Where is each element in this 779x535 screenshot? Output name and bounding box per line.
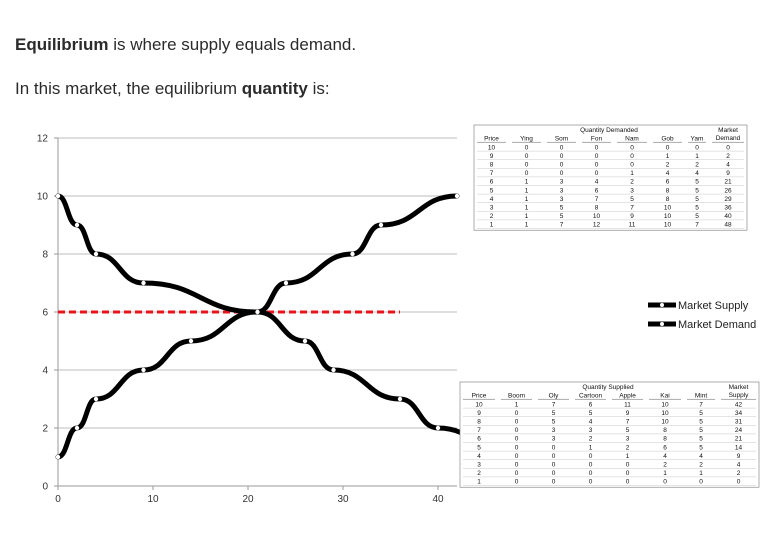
supply-cell-9-4: 0 bbox=[625, 478, 630, 486]
demand-cell-5-0: 5 bbox=[489, 187, 494, 195]
x-tick-label-30: 30 bbox=[337, 494, 349, 505]
x-tick-label-40: 40 bbox=[432, 494, 444, 505]
legend bbox=[648, 300, 756, 331]
supply-cell-4-7: 21 bbox=[734, 435, 743, 443]
supply-cell-6-3: 0 bbox=[588, 452, 593, 460]
demand-cell-8-0: 2 bbox=[489, 213, 494, 221]
demand-cell-3-0: 7 bbox=[489, 170, 494, 178]
demand-cell-0-5: 0 bbox=[665, 144, 670, 152]
demand-cell-3-2: 0 bbox=[559, 170, 564, 178]
y-tick-label-0: 0 bbox=[42, 481, 48, 493]
demand-cell-1-4: 0 bbox=[630, 152, 634, 160]
supply-cell-3-1: 0 bbox=[514, 427, 519, 435]
demand-cell-9-7: 48 bbox=[724, 221, 732, 229]
demand-cell-4-0: 6 bbox=[489, 178, 494, 186]
demand-cell-0-2: 0 bbox=[559, 144, 564, 152]
demand-cell-9-1: 1 bbox=[524, 221, 529, 229]
supply-header-7: Market Supply bbox=[728, 384, 749, 399]
supply-cell-4-2: 3 bbox=[551, 435, 556, 443]
supply-cell-1-6: 5 bbox=[699, 409, 703, 417]
demand-cell-9-0: 1 bbox=[489, 221, 494, 229]
demand-cell-4-1: 1 bbox=[524, 178, 529, 186]
demand-header-1: Ying bbox=[520, 135, 533, 143]
demand-header-2: Som bbox=[554, 135, 569, 143]
supply-header-4: Apple bbox=[619, 392, 636, 400]
demand-cell-7-0: 3 bbox=[489, 204, 494, 212]
supply-cell-3-0: 7 bbox=[477, 427, 481, 435]
supply-cell-7-6: 2 bbox=[699, 461, 703, 469]
demand-cell-0-1: 0 bbox=[524, 144, 529, 152]
demand-cell-4-5: 6 bbox=[665, 178, 670, 186]
demand-cell-9-4: 11 bbox=[628, 221, 636, 229]
demand-cell-8-5: 10 bbox=[663, 213, 672, 221]
supply-cell-3-6: 5 bbox=[699, 427, 703, 435]
demand-cell-9-3: 12 bbox=[592, 221, 601, 229]
y-tick-label-8: 8 bbox=[42, 249, 48, 261]
supply-table-frame bbox=[460, 382, 759, 487]
supply-cell-9-5: 0 bbox=[663, 478, 667, 486]
market-supply-point-1 bbox=[75, 426, 79, 430]
demand-cell-5-3: 6 bbox=[594, 187, 599, 195]
demand-cell-2-6: 2 bbox=[695, 161, 699, 169]
supply-cell-2-4: 7 bbox=[625, 418, 630, 426]
demand-cell-0-4: 0 bbox=[630, 144, 634, 152]
curves bbox=[56, 194, 516, 459]
demand-cell-9-6: 7 bbox=[695, 221, 699, 229]
demand-cell-4-2: 3 bbox=[559, 178, 564, 186]
supply-header-2: Oly bbox=[548, 392, 559, 400]
supply-cell-5-2: 0 bbox=[551, 444, 556, 452]
market-demand-point-0 bbox=[56, 194, 60, 198]
demand-cell-0-0: 10 bbox=[487, 144, 496, 152]
market-demand-point-7 bbox=[398, 397, 402, 401]
market-supply-point-3 bbox=[141, 368, 145, 372]
market-supply-legend-label: Market Supply bbox=[678, 300, 749, 312]
supply-cell-9-6: 0 bbox=[699, 478, 703, 486]
y-tick-label-2: 2 bbox=[42, 423, 48, 435]
supply-cell-6-0: 4 bbox=[477, 452, 481, 460]
demand-cell-0-7: 0 bbox=[726, 144, 730, 152]
supply-cell-6-6: 4 bbox=[699, 452, 703, 460]
supply-cell-4-4: 3 bbox=[625, 435, 630, 443]
supply-cell-0-1: 1 bbox=[514, 401, 519, 409]
market-demand-point-8 bbox=[436, 426, 440, 430]
demand-cell-4-4: 2 bbox=[630, 178, 634, 186]
demand-cell-8-6: 5 bbox=[695, 213, 699, 221]
x-tick-label-20: 20 bbox=[242, 494, 254, 505]
demand-cell-9-2: 7 bbox=[559, 221, 564, 229]
demand-cell-3-7: 9 bbox=[726, 170, 730, 178]
supply-cell-7-2: 0 bbox=[551, 461, 556, 469]
demand-header-5: Gob bbox=[661, 135, 674, 143]
demand-header-0: Price bbox=[484, 135, 499, 143]
supply-cell-5-1: 0 bbox=[514, 444, 519, 452]
supply-header-6: Mint bbox=[694, 392, 708, 400]
demand-cell-2-7: 4 bbox=[726, 161, 730, 169]
quantity-term: quantity bbox=[241, 79, 308, 98]
demand-cell-5-1: 1 bbox=[524, 187, 529, 195]
y-tick-labels bbox=[37, 134, 49, 493]
supply-header-3: Cartoon bbox=[578, 392, 603, 400]
supply-cell-1-3: 5 bbox=[588, 409, 593, 417]
demand-cell-6-1: 1 bbox=[524, 195, 529, 203]
demand-cell-7-2: 5 bbox=[559, 204, 564, 212]
demand-cell-0-3: 0 bbox=[594, 144, 599, 152]
market-supply-point-4 bbox=[189, 339, 193, 343]
y-tick-label-6: 6 bbox=[42, 307, 48, 319]
question-line-2-post: is: bbox=[307, 79, 330, 98]
supply-cell-8-3: 0 bbox=[588, 470, 593, 478]
market-demand-legend-label: Market Demand bbox=[678, 319, 757, 331]
demand-cell-3-5: 4 bbox=[665, 170, 670, 178]
demand-cell-1-2: 0 bbox=[559, 152, 564, 160]
demand-cell-6-5: 8 bbox=[665, 195, 670, 203]
supply-cell-2-5: 10 bbox=[661, 418, 669, 426]
demand-header-3: Fon bbox=[590, 135, 603, 143]
supply-cell-3-2: 3 bbox=[551, 427, 556, 435]
supply-cell-2-2: 5 bbox=[551, 418, 556, 426]
demand-cell-4-7: 21 bbox=[724, 178, 732, 186]
supply-cell-7-3: 0 bbox=[588, 461, 593, 469]
supply-header-1: Boom bbox=[508, 392, 525, 400]
demand-cell-7-4: 7 bbox=[630, 204, 634, 212]
supply-cell-2-3: 4 bbox=[588, 418, 593, 426]
market-supply-point-9 bbox=[455, 194, 459, 198]
demand-cell-7-7: 36 bbox=[724, 204, 732, 212]
supply-cell-1-2: 5 bbox=[551, 409, 556, 417]
supply-cell-9-0: 1 bbox=[477, 478, 481, 486]
supply-cell-5-4: 2 bbox=[625, 444, 630, 452]
supply-cell-5-0: 5 bbox=[477, 444, 481, 452]
demand-cell-3-3: 0 bbox=[594, 170, 599, 178]
supply-cell-5-6: 5 bbox=[699, 444, 703, 452]
supply-cell-0-6: 7 bbox=[699, 401, 703, 409]
y-tick-label-4: 4 bbox=[42, 365, 48, 377]
supply-cell-3-4: 5 bbox=[625, 427, 630, 435]
supply-cell-0-7: 42 bbox=[734, 401, 743, 409]
demand-cell-5-4: 3 bbox=[630, 187, 634, 195]
market-demand-legend-marker bbox=[660, 322, 664, 326]
market-demand-point-5 bbox=[303, 339, 307, 343]
supply-cell-8-2: 0 bbox=[551, 470, 556, 478]
demand-cell-2-4: 0 bbox=[630, 161, 634, 169]
supply-cell-5-5: 6 bbox=[663, 444, 667, 452]
supply-cell-7-5: 2 bbox=[663, 461, 667, 469]
supply-table-title: Quantity Supplied bbox=[582, 384, 634, 391]
supply-cell-8-6: 1 bbox=[699, 470, 703, 478]
demand-cell-6-4: 5 bbox=[630, 195, 634, 203]
supply-cell-7-1: 0 bbox=[514, 461, 519, 469]
supply-cell-7-4: 0 bbox=[625, 461, 630, 469]
question-line-2-pre: In this market, the equilibrium bbox=[15, 79, 242, 98]
supply-cell-9-3: 0 bbox=[588, 478, 593, 486]
question-line-1-rest: is where supply equals demand. bbox=[108, 35, 357, 54]
demand-cell-8-1: 1 bbox=[524, 213, 529, 221]
supply-cell-3-3: 3 bbox=[588, 427, 593, 435]
demand-header-4: Nam bbox=[625, 135, 639, 143]
supply-cell-4-6: 5 bbox=[699, 435, 703, 443]
demand-cell-2-1: 0 bbox=[524, 161, 529, 169]
market-supply-curve bbox=[58, 196, 457, 457]
demand-cell-1-0: 9 bbox=[489, 152, 494, 160]
demand-cell-6-2: 3 bbox=[559, 195, 564, 203]
supply-header-5: Kai bbox=[660, 392, 670, 400]
supply-cell-4-3: 2 bbox=[588, 435, 593, 443]
demand-header-6: Yam bbox=[690, 135, 704, 143]
demand-cell-4-6: 5 bbox=[695, 178, 699, 186]
demand-cell-2-2: 0 bbox=[559, 161, 564, 169]
market-supply-point-6 bbox=[284, 281, 288, 285]
demand-cell-7-6: 5 bbox=[695, 204, 699, 212]
supply-cell-1-7: 34 bbox=[734, 409, 743, 417]
supply-cell-4-5: 8 bbox=[663, 435, 667, 443]
demand-cell-7-1: 1 bbox=[524, 204, 529, 212]
supply-cell-2-0: 8 bbox=[477, 418, 481, 426]
demand-cell-5-6: 5 bbox=[695, 187, 699, 195]
supply-cell-8-0: 2 bbox=[477, 470, 481, 478]
demand-cell-0-6: 0 bbox=[695, 144, 699, 152]
market-supply-point-7 bbox=[350, 252, 354, 256]
supply-cell-0-2: 7 bbox=[551, 401, 556, 409]
market-demand-point-2 bbox=[94, 252, 98, 256]
demand-cell-6-7: 29 bbox=[724, 195, 732, 203]
market-demand-point-3 bbox=[141, 281, 145, 285]
supply-cell-3-5: 8 bbox=[663, 427, 667, 435]
supply-cell-6-1: 0 bbox=[514, 452, 519, 460]
supply-cell-8-5: 1 bbox=[663, 470, 667, 478]
market-demand-curve bbox=[58, 196, 514, 457]
demand-cell-8-4: 9 bbox=[630, 213, 634, 221]
demand-cell-6-3: 7 bbox=[594, 195, 599, 203]
x-tick-label-10: 10 bbox=[147, 494, 159, 505]
supply-cell-1-0: 9 bbox=[477, 409, 481, 417]
supply-cell-6-4: 1 bbox=[625, 452, 630, 460]
supply-cell-2-7: 31 bbox=[734, 418, 743, 426]
demand-cell-3-1: 0 bbox=[524, 170, 529, 178]
demand-cell-6-0: 4 bbox=[489, 195, 494, 203]
demand-cell-1-6: 1 bbox=[695, 152, 699, 160]
demand-table-frame bbox=[474, 125, 747, 230]
demand-cell-1-1: 0 bbox=[524, 152, 529, 160]
x-tick-label-0: 0 bbox=[55, 494, 61, 505]
supply-cell-0-0: 10 bbox=[475, 401, 483, 409]
supply-cell-1-5: 10 bbox=[661, 409, 669, 417]
demand-cell-2-3: 0 bbox=[594, 161, 599, 169]
market-supply-legend-marker bbox=[660, 303, 664, 307]
demand-cell-1-7: 2 bbox=[726, 152, 730, 160]
supply-cell-8-4: 0 bbox=[625, 470, 630, 478]
supply-cell-4-0: 6 bbox=[477, 435, 481, 443]
demand-table-title: Quantity Demanded bbox=[580, 127, 638, 134]
market-demand-point-1 bbox=[75, 223, 79, 227]
market-supply-point-0 bbox=[56, 455, 60, 459]
supply-cell-9-7: 0 bbox=[736, 478, 741, 486]
supply-cell-4-1: 0 bbox=[514, 435, 519, 443]
market-demand-point-4 bbox=[255, 310, 259, 314]
supply-cell-7-0: 3 bbox=[477, 461, 481, 469]
supply-cell-9-2: 0 bbox=[551, 478, 556, 486]
demand-cell-3-6: 4 bbox=[695, 170, 699, 178]
supply-cell-6-5: 4 bbox=[663, 452, 667, 460]
demand-cell-6-6: 5 bbox=[695, 195, 699, 203]
demand-header-7: Market Demand bbox=[715, 127, 741, 142]
supply-cell-5-3: 1 bbox=[588, 444, 593, 452]
supply-cell-3-7: 24 bbox=[734, 427, 743, 435]
demand-cell-8-7: 40 bbox=[724, 213, 732, 221]
y-tick-label-12: 12 bbox=[36, 133, 48, 145]
y-tick-label-10: 10 bbox=[36, 191, 48, 203]
supply-cell-6-2: 0 bbox=[551, 452, 556, 460]
supply-cell-1-4: 9 bbox=[625, 409, 630, 417]
demand-cell-9-5: 10 bbox=[663, 221, 672, 229]
equilibrium-term: Equilibrium bbox=[15, 35, 109, 54]
supply-cell-0-3: 6 bbox=[588, 401, 593, 409]
supply-cell-0-5: 10 bbox=[661, 401, 669, 409]
market-supply-point-8 bbox=[379, 223, 383, 227]
market-demand-point-6 bbox=[331, 368, 335, 372]
demand-cell-2-5: 2 bbox=[665, 161, 670, 169]
supply-cell-9-1: 0 bbox=[514, 478, 519, 486]
demand-cell-1-5: 1 bbox=[665, 152, 670, 160]
demand-cell-3-4: 1 bbox=[630, 170, 634, 178]
supply-cell-1-1: 0 bbox=[514, 409, 519, 417]
demand-cell-7-5: 10 bbox=[663, 204, 672, 212]
supply-cell-7-7: 4 bbox=[736, 461, 741, 469]
demand-cell-5-2: 3 bbox=[559, 187, 564, 195]
market-supply-point-2 bbox=[94, 397, 98, 401]
supply-header-0: Price bbox=[471, 392, 487, 400]
demand-cell-4-3: 4 bbox=[594, 178, 599, 186]
supply-cell-0-4: 11 bbox=[624, 401, 631, 409]
demand-cell-5-5: 8 bbox=[665, 187, 670, 195]
x-tick-labels bbox=[55, 494, 444, 505]
demand-cell-8-3: 10 bbox=[592, 213, 601, 221]
demand-cell-5-7: 26 bbox=[724, 187, 732, 195]
demand-cell-8-2: 5 bbox=[559, 213, 564, 221]
supply-cell-5-7: 14 bbox=[734, 444, 743, 452]
supply-cell-6-7: 9 bbox=[736, 452, 741, 460]
supply-cell-8-1: 0 bbox=[514, 470, 519, 478]
demand-cell-7-3: 8 bbox=[594, 204, 599, 212]
supply-cell-2-1: 0 bbox=[514, 418, 519, 426]
demand-cell-2-0: 8 bbox=[489, 161, 494, 169]
supply-cell-8-7: 2 bbox=[736, 470, 741, 478]
supply-cell-2-6: 5 bbox=[699, 418, 703, 426]
demand-cell-1-3: 0 bbox=[594, 152, 599, 160]
